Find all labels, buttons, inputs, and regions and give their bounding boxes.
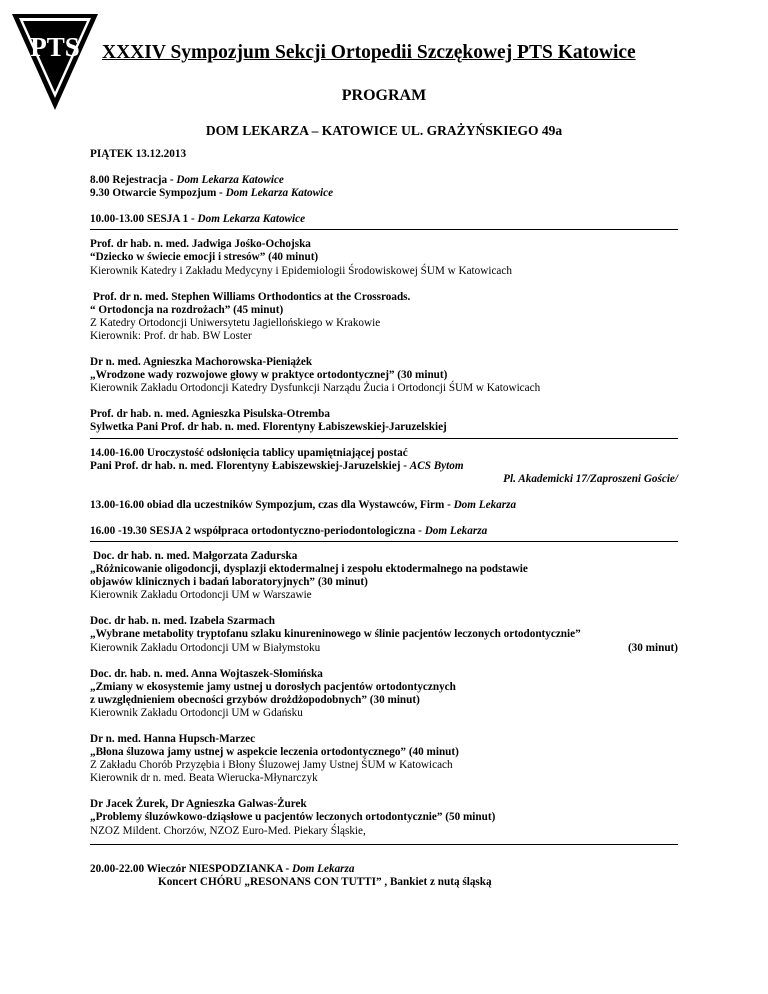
talk-title: objawów klinicznych i badań laboratoryjnych” (30 minut) [90,576,368,589]
talk-item [90,668,678,720]
evening-block [90,863,678,889]
ceremony-heading: 14.00-16.00 Uroczystość odsłonięcia tablicy upamiętniającej postać [90,446,408,459]
talk-item [90,291,678,343]
ceremony-address: Pl. Akademicki 17/Zaproszeni Goście/ [503,472,678,485]
talk-title: „Błona śluzowa jamy ustnej w aspekcie leczenia ortodontycznego” (40 minut) [90,746,459,759]
talk-title: „Wybrane metabolity tryptofanu szlaku kinureninowego w ślinie pacjentów leczonych ortodontycznie” [90,628,581,641]
talk-item [90,238,678,277]
affiliation: Kierownik Zakładu Ortodoncji UM w Gdańsku [90,706,303,719]
divider [90,844,678,845]
talk-title: “Dziecko w świecie emocji i stresów” (40 minut) [90,251,319,264]
program-heading: PROGRAM [341,87,427,104]
affiliation: Kierownik: Prof. dr hab. BW Loster [90,329,252,342]
lunch-line: 13.00-16.00 obiad dla uczestników Sympozjum, czas dla Wystawców, Firm - Dom Lekarza [90,498,517,511]
talk-title: z uwzględnieniem obecności grzybów drożdżopodobnych” (30 minut) [90,693,420,706]
talk-item [90,550,678,602]
divider [90,229,678,230]
document-title: XXXIV Sympozjum Sekcji Ortopedii Szczękowej PTS Katowice [102,42,636,63]
affiliation: Kierownik Zakładu Ortodoncji Katedry Dysfunkcji Narządu Żucia i Ortodoncji ŚUM w Katowicach [90,382,541,395]
venue-heading: DOM LEKARZA – KATOWICE UL. GRAŻYŃSKIEGO 49a [205,123,563,138]
affiliation: Kierownik Zakładu Ortodoncji UM w Białymstoku [90,641,321,654]
speaker-name: Dr n. med. Agnieszka Machorowska-Pieniążek [90,356,313,369]
svg-text:PTS: PTS [30,32,80,62]
session1-heading: 10.00-13.00 SESJA 1 - Dom Lekarza Katowice [90,213,306,226]
talk-title: „Różnicowanie oligodoncji, dysplazji ektodermalnej i zespołu ektodermalnego na podstawie [90,563,528,576]
speaker-name: Prof. dr hab. n. med. Agnieszka Pisulska-Otremba [90,408,330,421]
evening-heading: 20.00-22.00 Wieczór NIESPODZIANKA - [90,862,292,875]
opening-line: 9.30 Otwarcie Sympozjum - Dom Lekarza Katowice [90,187,334,200]
session2-heading: 16.00 -19.30 SESJA 2 współpraca ortodontyczno-periodontologiczna - Dom Lekarza [90,524,488,537]
talk-title: Sylwetka Pani Prof. dr hab. n. med. Florentyny Łabiszewskiej-Jaruzelskiej [90,421,447,434]
day-label: PIĄTEK 13.12.2013 [90,148,187,160]
speaker-name: Dr n. med. Hanna Hupsch-Marzec [90,733,256,745]
speaker-name: Doc. dr. hab. n. med. Anna Wojtaszek-Słomińska [90,667,323,680]
talk-item [90,408,678,434]
affiliation: Kierownik Zakładu Ortodoncji UM w Warszawie [90,589,312,602]
ceremony-venue: ACS Bytom [409,459,464,472]
ceremony-block [90,447,678,486]
talk-title: „Zmiany w ekosystemie jamy ustnej u dorosłych pacjentów ortodontycznych [90,680,456,693]
affiliation: NZOZ Mildent. Chorzów, NZOZ Euro-Med. Piekary Śląskie, [90,824,366,837]
talk-item [90,356,678,395]
affiliation: Z Katedry Ortodoncji Uniwersytetu Jagiellońskiego w Krakowie [90,316,381,329]
talk-title: „Wrodzone wady rozwojowe głowy w praktyce ortodontycznej” (30 minut) [90,369,448,382]
speaker-name: Doc. dr hab. n. med. Małgorzata Zadurska [93,549,298,562]
evening-program: Koncert CHÓRU „RESONANS CON TUTTI” , Bankiet z nutą śląską [158,875,492,888]
talk-item [90,798,678,837]
evening-venue: Dom Lekarza [292,862,355,875]
talk-duration: (30 minut) [627,641,678,654]
talk-title: “ Ortodoncja na rozdrożach” (45 minut) [90,303,284,316]
registration-line: 8.00 Rejestracja - Dom Lekarza Katowice [90,174,284,187]
ceremony-honoree: Pani Prof. dr hab. n. med. Florentyny Łabiszewskiej-Jaruzelskiej - [90,459,410,472]
divider [90,541,678,542]
divider [90,438,678,439]
speaker-name: Prof. dr hab. n. med. Jadwiga Jośko-Ochojska [90,238,311,251]
affiliation: Z Zakładu Chorób Przyzębia i Błony Śluzowej Jamy Ustnej ŚUM w Katowicach [90,759,453,772]
speaker-name: Doc. dr hab. n. med. Izabela Szarmach [90,615,276,628]
program-content [90,148,678,889]
talk-item [90,733,678,785]
affiliation: Kierownik dr n. med. Beata Wierucka-Młynarczyk [90,772,318,785]
talk-title: „Problemy śluzówkowo-dziąsłowe u pacjentów leczonych ortodontycznie” (50 minut) [90,811,496,824]
speaker-name: Prof. dr n. med. Stephen Williams Orthodontics at the Crossroads. [93,290,411,303]
talk-item [90,615,678,654]
speaker-name: Dr Jacek Żurek, Dr Agnieszka Galwas-Żurek [90,798,307,811]
affiliation: Kierownik Katedry i Zakładu Medycyny i Epidemiologii Środowiskowej ŚUM w Katowicach [90,264,512,277]
